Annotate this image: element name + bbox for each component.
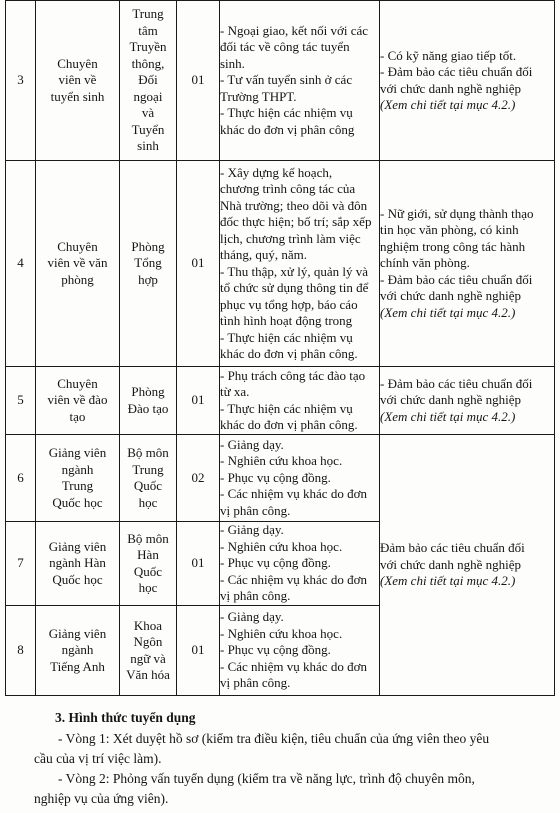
position-line: viên về văn (47, 255, 108, 271)
position-cell (36, 435, 120, 522)
position-cell (36, 1, 120, 161)
row-number-cell (6, 367, 36, 435)
quantity-cell (177, 606, 220, 696)
unit-cell (120, 367, 177, 435)
task-line: - Thực hiện các nhiệm vụ (220, 329, 353, 345)
task-line: - Các nhiệm vụ khác do đơn (220, 571, 367, 587)
unit-cell (120, 1, 177, 161)
task-line: - Phục vụ cộng đồng. (220, 642, 331, 658)
position-line: Quốc học (52, 571, 103, 587)
unit-cell (120, 606, 177, 696)
position-cell (36, 606, 120, 696)
requirement-line: - Có kỹ năng giao tiếp tốt. (380, 47, 517, 63)
task-line: - Ngoại giao, kết nối với các (220, 22, 369, 38)
task-line: Nhà trường; theo dõi và đôn (220, 197, 368, 213)
position-cell (36, 367, 120, 435)
table-row (6, 367, 555, 435)
requirement-line: - Nữ giới, sử dụng thành thạo (380, 205, 534, 221)
task-line: - Nghiên cứu khoa học. (220, 625, 343, 641)
table-row (6, 435, 555, 522)
unit-line: Ngôn (133, 634, 163, 649)
position-line: phòng (61, 271, 94, 287)
unit-line: Phòng (131, 384, 165, 399)
task-line: - Nghiên cứu khoa học. (220, 538, 343, 554)
tasks-cell (220, 161, 380, 367)
task-line: đối tác về công tác tuyển (220, 39, 350, 55)
task-line: vị phân công. (220, 502, 291, 518)
requirement-line: - Đảm bảo các tiêu chuẩn đối (380, 375, 533, 391)
task-line: - Nghiên cứu khoa học. (220, 453, 343, 469)
unit-cell (120, 435, 177, 522)
quantity: 01 (191, 255, 205, 271)
unit-line: Truyền (129, 39, 167, 55)
merged-requirements-cell (380, 435, 555, 696)
task-line: khác do đơn vị phân công (220, 121, 355, 137)
unit-line: Trung (132, 6, 164, 22)
position-line: Chuyên (57, 55, 98, 71)
task-line: - Giảng dạy. (220, 522, 284, 538)
row-number: 3 (17, 72, 24, 88)
position-line: viên về (58, 72, 97, 88)
table-row (6, 161, 555, 367)
requirement-line: (Xem chi tiết tại mục 4.2.) (380, 408, 516, 424)
position-line: Giảng viên (48, 538, 107, 554)
position-line: tuyển sinh (50, 88, 105, 104)
round-1-continuation: cầu của vị trí việc làm). (34, 751, 162, 766)
requirement-line: với chức danh nghề nghiệp (380, 80, 521, 96)
unit-line: Hàn (137, 547, 159, 562)
row-number: 6 (17, 469, 24, 485)
task-line: - Phụ trách công tác đào tạo (220, 367, 366, 383)
task-line: vị phân công. (220, 675, 291, 691)
position-line: Quốc học (52, 494, 103, 510)
row-number-cell (6, 435, 36, 522)
unit-line: Bộ môn (127, 445, 169, 460)
unit-line: Văn hóa (126, 667, 170, 682)
requirements-cell (380, 367, 555, 435)
position-line: Giảng viên (48, 445, 107, 460)
tasks-cell (220, 522, 380, 606)
task-line: Trường THPT. (220, 88, 297, 104)
requirements-cell (380, 161, 555, 367)
task-line: - Phục vụ cộng đồng. (220, 555, 331, 571)
task-line: từ xa. (220, 384, 250, 399)
round-2-continuation: nghiệp vụ của ứng viên). (34, 791, 169, 806)
requirement-line: nghiệm trong công tác hành (380, 238, 526, 254)
round-2-first-line: - Vòng 2: Phỏng vấn tuyển dụng (kiểm tra về năng lực, trình độ chuyên môn, (58, 771, 475, 786)
unit-line: Bộ môn (127, 530, 169, 546)
task-line: - Phục vụ cộng đồng. (220, 469, 331, 485)
tasks-cell (220, 367, 380, 435)
task-line: tình hình hoạt động trong (220, 313, 353, 328)
quantity-cell (177, 522, 220, 606)
unit-cell (120, 522, 177, 606)
requirement-line: (Xem chi tiết tại mục 4.2.) (380, 97, 516, 112)
unit-line: Quốc (133, 563, 163, 579)
unit-line: Phòng (131, 238, 165, 254)
row-number: 8 (17, 642, 24, 658)
task-line: chương trình công tác của (220, 181, 356, 196)
round-2-paragraph (0, 769, 560, 789)
recruitment-table (5, 0, 555, 696)
requirement-line: với chức danh nghề nghiệp (380, 392, 521, 408)
quantity-cell (177, 1, 220, 161)
row-number-cell (6, 522, 36, 606)
unit-line: Khoa (133, 617, 163, 633)
requirement-line: (Xem chi tiết tại mục 4.2.) (380, 304, 516, 320)
task-line: tháng, quý, năm. (220, 247, 308, 262)
task-line: vị phân công. (220, 588, 291, 604)
task-line: - Thu thập, xử lý, quản lý và (220, 263, 368, 279)
task-line: lịch, chương trình làm việc (220, 230, 361, 246)
position-line: ngành (61, 461, 94, 477)
position-line: tạo (69, 408, 86, 424)
table-row (6, 1, 555, 161)
position-cell (36, 522, 120, 606)
unit-line: Trung (132, 461, 164, 477)
task-line: sinh. (220, 55, 245, 71)
task-line: - Thực hiện các nhiệm vụ (220, 105, 353, 121)
task-line: - Tư vấn tuyển sinh ở các (220, 72, 353, 88)
quantity-cell (177, 161, 220, 367)
tasks-cell (220, 435, 380, 522)
quantity: 01 (191, 555, 205, 571)
row-number: 5 (17, 392, 24, 408)
round-1-first-line: - Vòng 1: Xét duyệt hồ sơ (kiểm tra điều kiện, tiêu chuẩn của ứng viên theo yêu (58, 731, 490, 746)
requirement-line: (Xem chi tiết tại mục 4.2.) (380, 573, 516, 589)
position-line: ngành Hàn (49, 555, 106, 571)
row-number-cell (6, 606, 36, 696)
requirements-cell (380, 1, 555, 161)
unit-line: học (138, 494, 158, 510)
task-line: đốc thực hiện; bố trí; sắp xếp (220, 214, 372, 229)
unit-line: sinh (137, 138, 159, 154)
quantity: 02 (191, 469, 205, 485)
unit-line: Đào tạo (127, 400, 169, 416)
task-line: - Các nhiệm vụ khác do đơn (220, 658, 367, 674)
quantity-cell (177, 435, 220, 522)
requirement-line: - Đảm bảo các tiêu chuẩn đối (380, 271, 533, 287)
position-line: ngành (61, 642, 94, 658)
unit-line: Tổng (134, 255, 162, 271)
position-line: viên về đào (47, 392, 108, 408)
unit-line: Tuyển (131, 121, 165, 137)
tasks-cell (220, 1, 380, 161)
requirement-line: chính văn phòng. (380, 255, 470, 271)
task-line: - Giảng dạy. (220, 609, 284, 625)
tasks-cell (220, 606, 380, 696)
task-line: phục vụ tổng hợp, báo cáo (220, 296, 358, 312)
unit-cell (120, 161, 177, 367)
task-line: khác do đơn vị phân công. (220, 346, 358, 361)
position-line: Tiếng Anh (50, 658, 105, 674)
task-line: khác do đơn vị phân công. (220, 417, 358, 432)
task-line: - Thực hiện các nhiệm vụ (220, 400, 353, 416)
task-line: - Các nhiệm vụ khác do đơn (220, 486, 367, 502)
task-line: - Giảng dạy. (220, 436, 284, 452)
position-line: Giảng viên (48, 625, 107, 641)
unit-line: thông, (131, 55, 165, 71)
quantity: 01 (191, 72, 205, 88)
requirement-line: với chức danh nghề nghiệp (380, 288, 521, 304)
unit-line: và (141, 105, 155, 121)
unit-line: Quốc (133, 478, 163, 493)
row-number-cell (6, 1, 36, 161)
row-number: 7 (17, 555, 24, 571)
requirement-line: tin học văn phòng, có kinh (380, 222, 519, 238)
row-number-cell (6, 161, 36, 367)
unit-line: học (138, 580, 158, 595)
task-line: - Xây dựng kế hoạch, (220, 164, 333, 180)
requirement-line: với chức danh nghề nghiệp (380, 556, 521, 572)
position-cell (36, 161, 120, 367)
unit-line: ngữ và (130, 650, 166, 666)
quantity-cell (177, 367, 220, 435)
position-line: Chuyên (57, 238, 98, 254)
unit-line: Đối (138, 72, 158, 88)
requirement-line: Đảm bảo các tiêu chuẩn đối (380, 540, 525, 556)
position-line: Trung (61, 478, 94, 493)
quantity: 01 (191, 642, 205, 658)
unit-line: ngoại (133, 88, 163, 104)
recruitment-form-section (0, 708, 560, 809)
task-line: tổ chức sử dụng thông tin để (220, 280, 369, 295)
quantity: 01 (191, 392, 205, 408)
unit-line: tâm (138, 22, 158, 38)
position-line: Chuyên (57, 375, 98, 391)
round-1-paragraph (0, 729, 560, 749)
section-heading: 3. Hình thức tuyển dụng (55, 710, 196, 725)
requirement-line: - Đảm bảo các tiêu chuẩn đối (380, 64, 533, 79)
row-number: 4 (17, 255, 24, 271)
unit-line: hợp (138, 271, 158, 287)
